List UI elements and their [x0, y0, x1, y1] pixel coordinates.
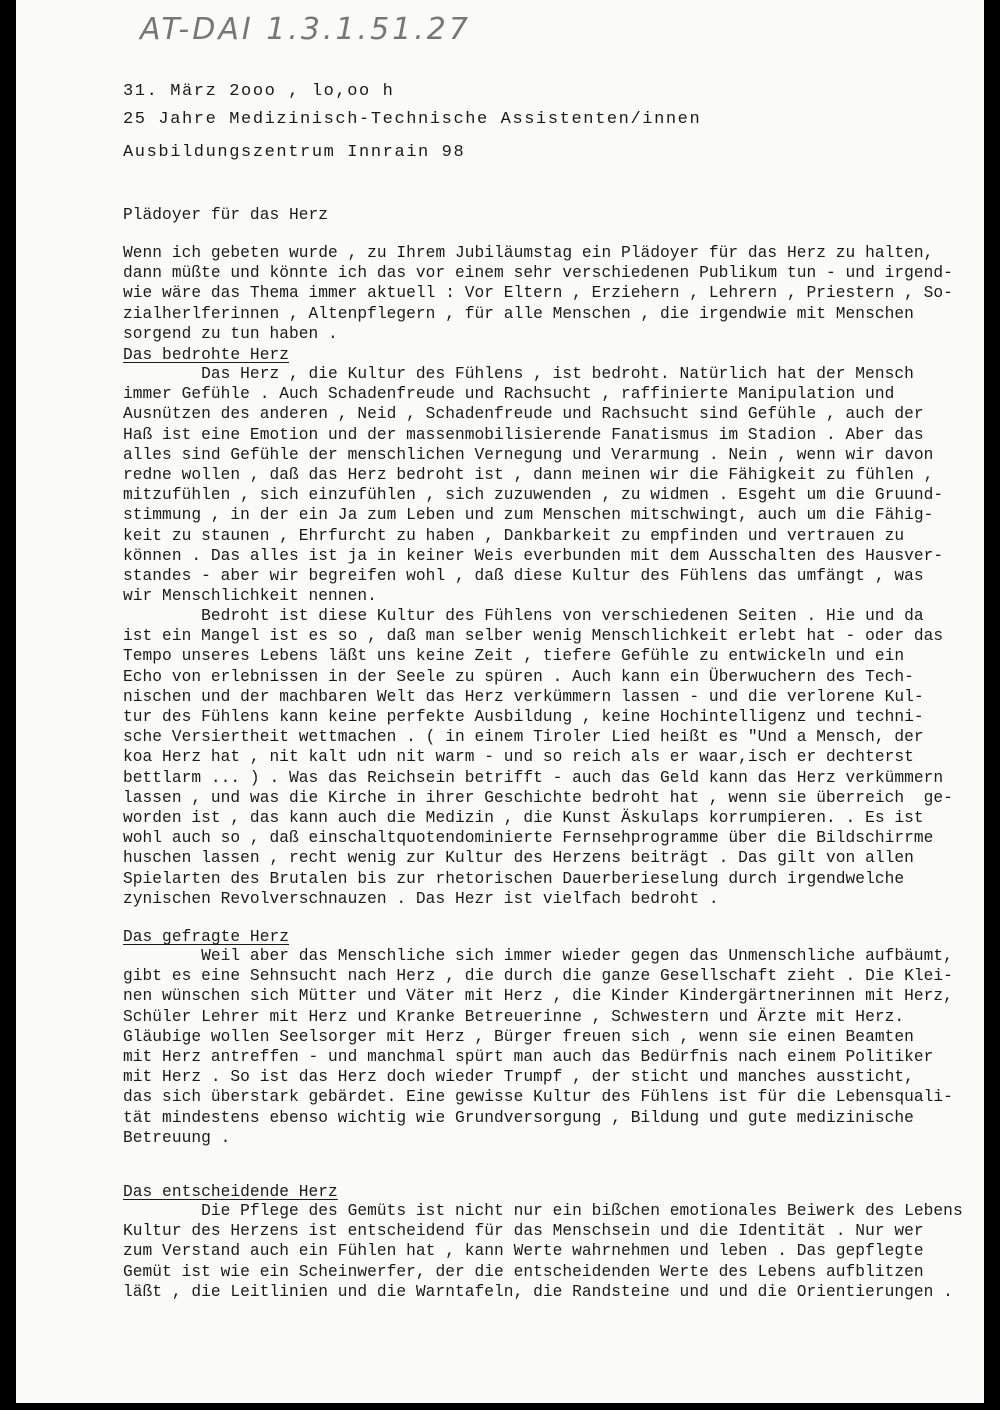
section-paragraph: Das Herz , die Kultur des Fühlens , ist bedroht. Natürlich hat der Mensch immer Gefühle . Auch Schadenfreude und Rachsucht , raffinierte Manipulation und Ausnützen des anderen , Neid , Schadenfreude und Rachsucht sind Gefühle , auch der Haß ist eine Emotion und der massenmobilisierende Fanatismus im Stadion . Aber das alles sind Gefühle der menschlichen Vernegung und Verarmung . Nein , wenn wir davon redne wollen , daß das Herz bedroht ist , dann meinen wir die Fähigkeit zu fühlen , mitzufühlen , sich einzufühlen , sich zuzuwenden , zu widmen . Esgeht um die Gruund- stimmung , in der ein Ja zum Leben und zum Menschen mitschwingt, auch um die Fähig- keit zu staunen , Ehrfurcht zu haben , Dankbarkeit zu empfinden und vertrauen zu können . Das alles ist ja in keiner Weis everbunden mit dem Ausschalten des Hausver- standes - aber wir begreifen wohl , daß diese Kultur des Fühlens das umfängt , was wir Menschlichkeit nennen.	[123, 365, 944, 606]
intro-paragraph: Wenn ich gebeten wurde , zu Ihrem Jubiläumstag ein Plädoyer für das Herz zu halten, dann müßte und könnte ich das vor einem sehr verschiedenen Publikum tun - und irgend- wie wäre das Thema immer aktuell : Vor Eltern , Erziehern , Lehrern , Priestern , So- zialherlferinnen , Altenpflegern , für alle Menschen , die irgendwie mit Menschen sorgend zu tun haben .	[123, 244, 953, 343]
document-page	[16, 0, 984, 1403]
event-line: 25 Jahre Medizinisch-Technische Assistenten/innen	[123, 110, 702, 129]
document-title: Plädoyer für das Herz	[123, 206, 329, 224]
archive-signature: AT-DAI 1.3.1.51.27	[140, 12, 471, 47]
section-heading-bedrohte: Das bedrohte Herz	[123, 346, 289, 364]
date-line: 31. März 2ooo , lo,oo h	[123, 82, 395, 101]
section-heading-entscheidende: Das entscheidende Herz	[123, 1183, 338, 1201]
section-heading-gefragte: Das gefragte Herz	[123, 928, 289, 946]
section-paragraph: Weil aber das Menschliche sich immer wieder gegen das Unmenschliche aufbäumt, gibt es eine Sehnsucht nach Herz , die durch die ganze Gesellschaft zieht . Die Klei- nen wünschen sich Mütter und Väter mit Herz , die Kinder Kindergärtnerinnen mit Herz, Schüler Lehrer mit Herz und Kranke Betreuerinne , Schwestern und Ärzte mit Herz. Gläubige wollen Seelsorger mit Herz , Bürger freuen sich , wenn sie einen Beamten mit Herz antreffen - und manchmal spürt man auch das Bedürfnis nach einem Politiker mit Herz . So ist das Herz doch wieder Trumpf , der sticht und manches aussticht, das sich überstark gebärdet. Eine gewisse Kultur des Fühlens ist für die Lebensquali- tät mindestens ebenso wichtig wie Grundversorgung , Bildung und gute medizinische Betreuung .	[123, 947, 953, 1147]
place-line: Ausbildungszentrum Innrain 98	[123, 143, 466, 162]
section-paragraph: Bedroht ist diese Kultur des Fühlens von verschiedenen Seiten . Hie und da ist ein Mangel ist es so , daß man selber wenig Menschlichkeit erlebt hat - oder das Tempo unseres Lebens läßt uns keine Zeit , tiefere Gefühle zu entwickeln und ein Echo von erlebnissen in der Seele zu spüren . Auch kann ein Überwuchern des Tech- nischen und der machbaren Welt das Herz verkümmern lassen - und die verlorene Kul- tur des Fühlens kann keine perfekte Ausbildung , keine Hochintelligenz und techni- sche Versiertheit wettmachen . ( in einem Tiroler Lied heißt es "Und a Mensch, der koa Herz hat , nit kalt udn nit warm - und so reich als er waar,isch er dechterst bettlarm ... ) . Was das Reichsein betrifft - auch das Geld kann das Herz verkümmern lassen , und was die Kirche in ihrer Geschichte bedroht hat , wenn sie überreich ge- worden ist , das kann auch die Medizin , die Kunst Äskulaps korrumpieren. . Es ist wohl auch so , daß einschaltquotendominierte Fernsehprogramme über die Bildschirrme huschen lassen , recht wenig zur Kultur des Herzens beiträgt . Das gilt von allen Spielarten des Brutalen bis zur rhetorischen Dauerberieselung durch irgendwelche zynischen Revolverschnauzen . Das Hezr ist vielfach bedroht .	[123, 607, 953, 908]
section-paragraph: Die Pflege des Gemüts ist nicht nur ein bißchen emotionales Beiwerk des Lebens Kultur des Herzens ist entscheidend für das Menschsein und die Identität . Nur wer zum Verstand auch ein Fühlen hat , kann Werte wahrnehmen und leben . Das gepflegte Gemüt ist wie ein Scheinwerfer, der die entscheidenden Werte des Lebens aufblitzen läßt , die Leitlinien und die Warntafeln, die Randsteine und und die Orientierungen .	[123, 1202, 963, 1301]
